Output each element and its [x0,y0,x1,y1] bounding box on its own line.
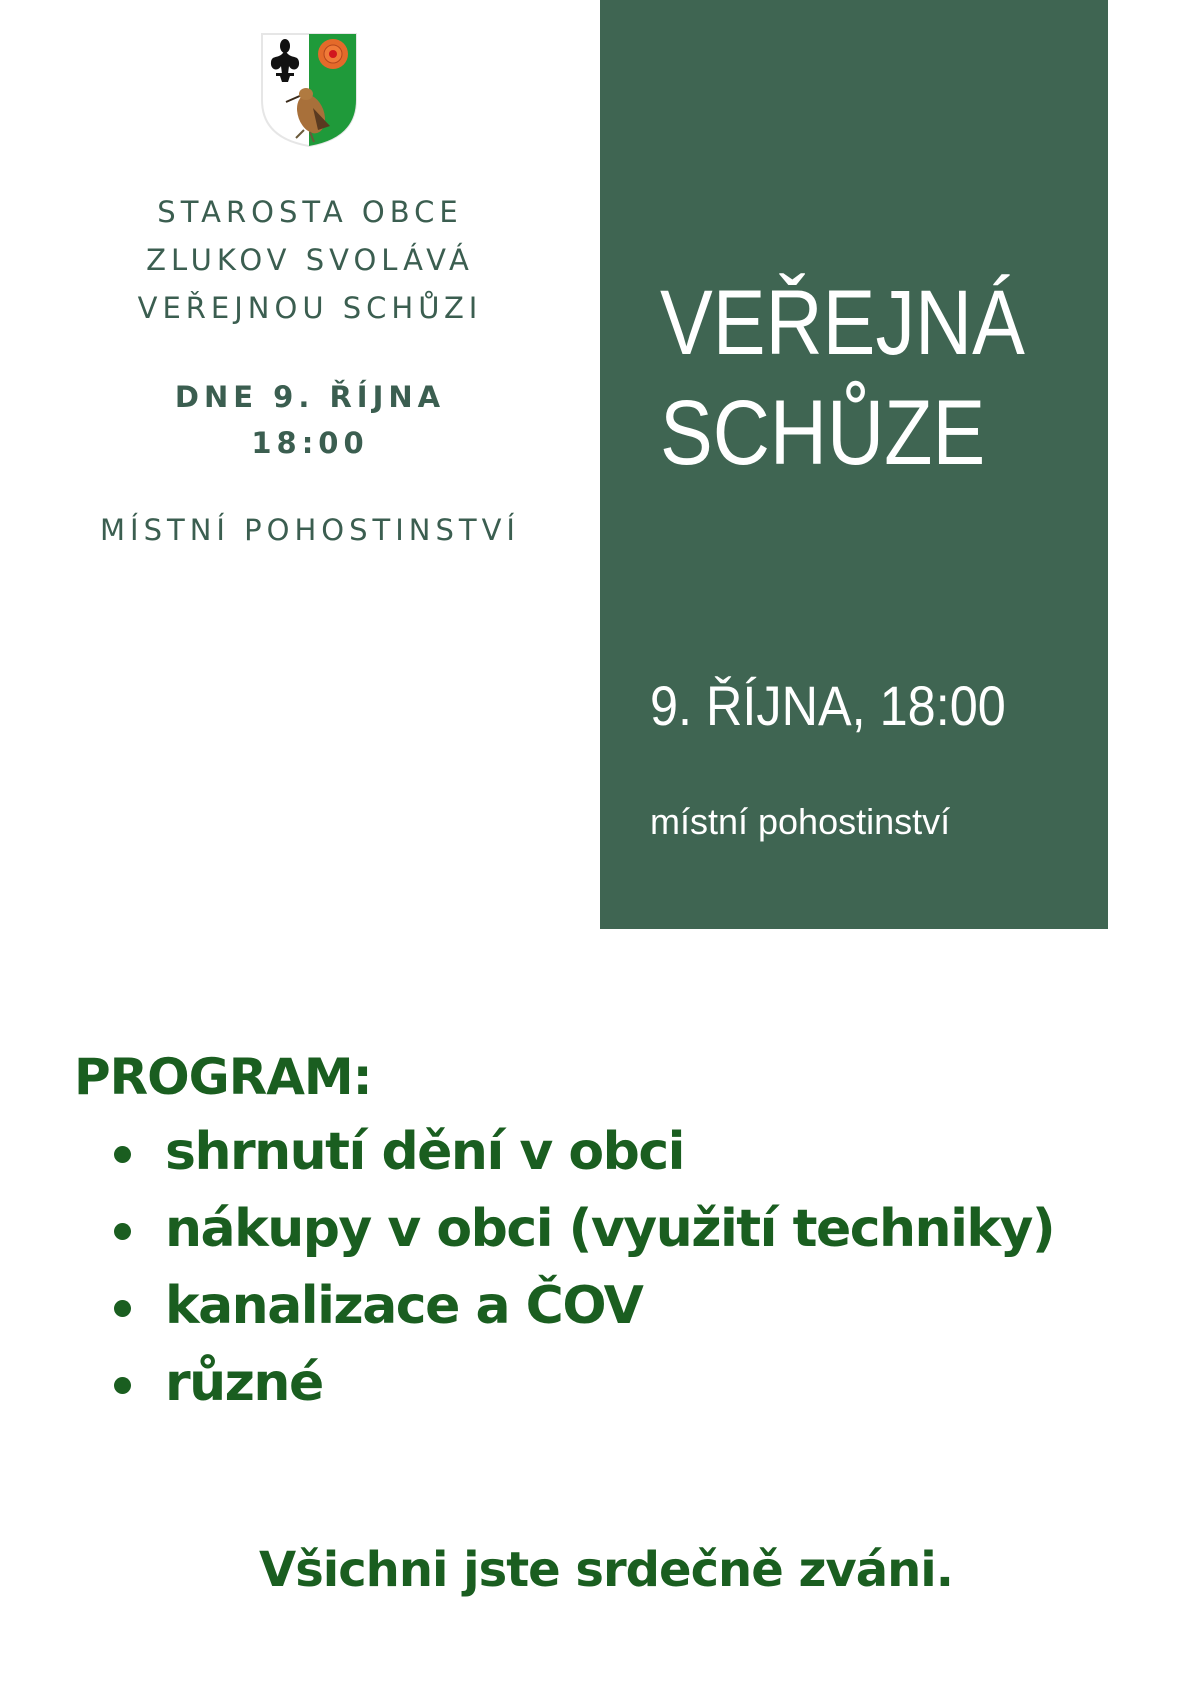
program-item [74,1345,1054,1422]
title-panel [600,0,1108,929]
program-section [74,1044,1054,1422]
program-item [74,1268,1054,1345]
panel-datetime: 9. ŘÍJNA, 18:00 [650,674,1006,737]
program-item-label: shrnutí dění v obci [165,1122,684,1182]
program-item-label: nákupy v obci (využití techniky) [165,1199,1055,1259]
meeting-date-time [40,374,580,466]
program-heading: PROGRAM: [74,1048,372,1106]
bullet-icon [114,1146,131,1163]
program-list [74,1114,1054,1422]
meeting-date: DNE 9. ŘÍJNA [174,380,446,414]
panel-title-line: VEŘEJNÁ [660,272,1025,374]
closing-invitation: Všichni jste srdečně zváni. [259,1542,953,1598]
coat-of-arms-icon [258,30,360,148]
invitation-intro [40,188,580,332]
program-item-label: různé [165,1353,323,1413]
meeting-place: MÍSTNÍ POHOSTINSTVÍ [100,513,520,547]
panel-place: místní pohostinství [650,801,951,842]
rose-icon [318,39,348,69]
program-item-label: kanalizace a ČOV [165,1276,643,1336]
intro-line: ZLUKOV SVOLÁVÁ [146,243,474,277]
intro-line: STAROSTA OBCE [157,195,463,229]
meeting-time: 18:00 [251,426,369,460]
panel-title [660,268,1025,488]
program-item [74,1191,1054,1268]
bullet-icon [114,1377,131,1394]
program-item [74,1114,1054,1191]
intro-line: VEŘEJNOU SCHŮZI [137,291,483,325]
panel-title-line: SCHŮZE [660,382,986,484]
bullet-icon [114,1300,131,1317]
bullet-icon [114,1223,131,1240]
